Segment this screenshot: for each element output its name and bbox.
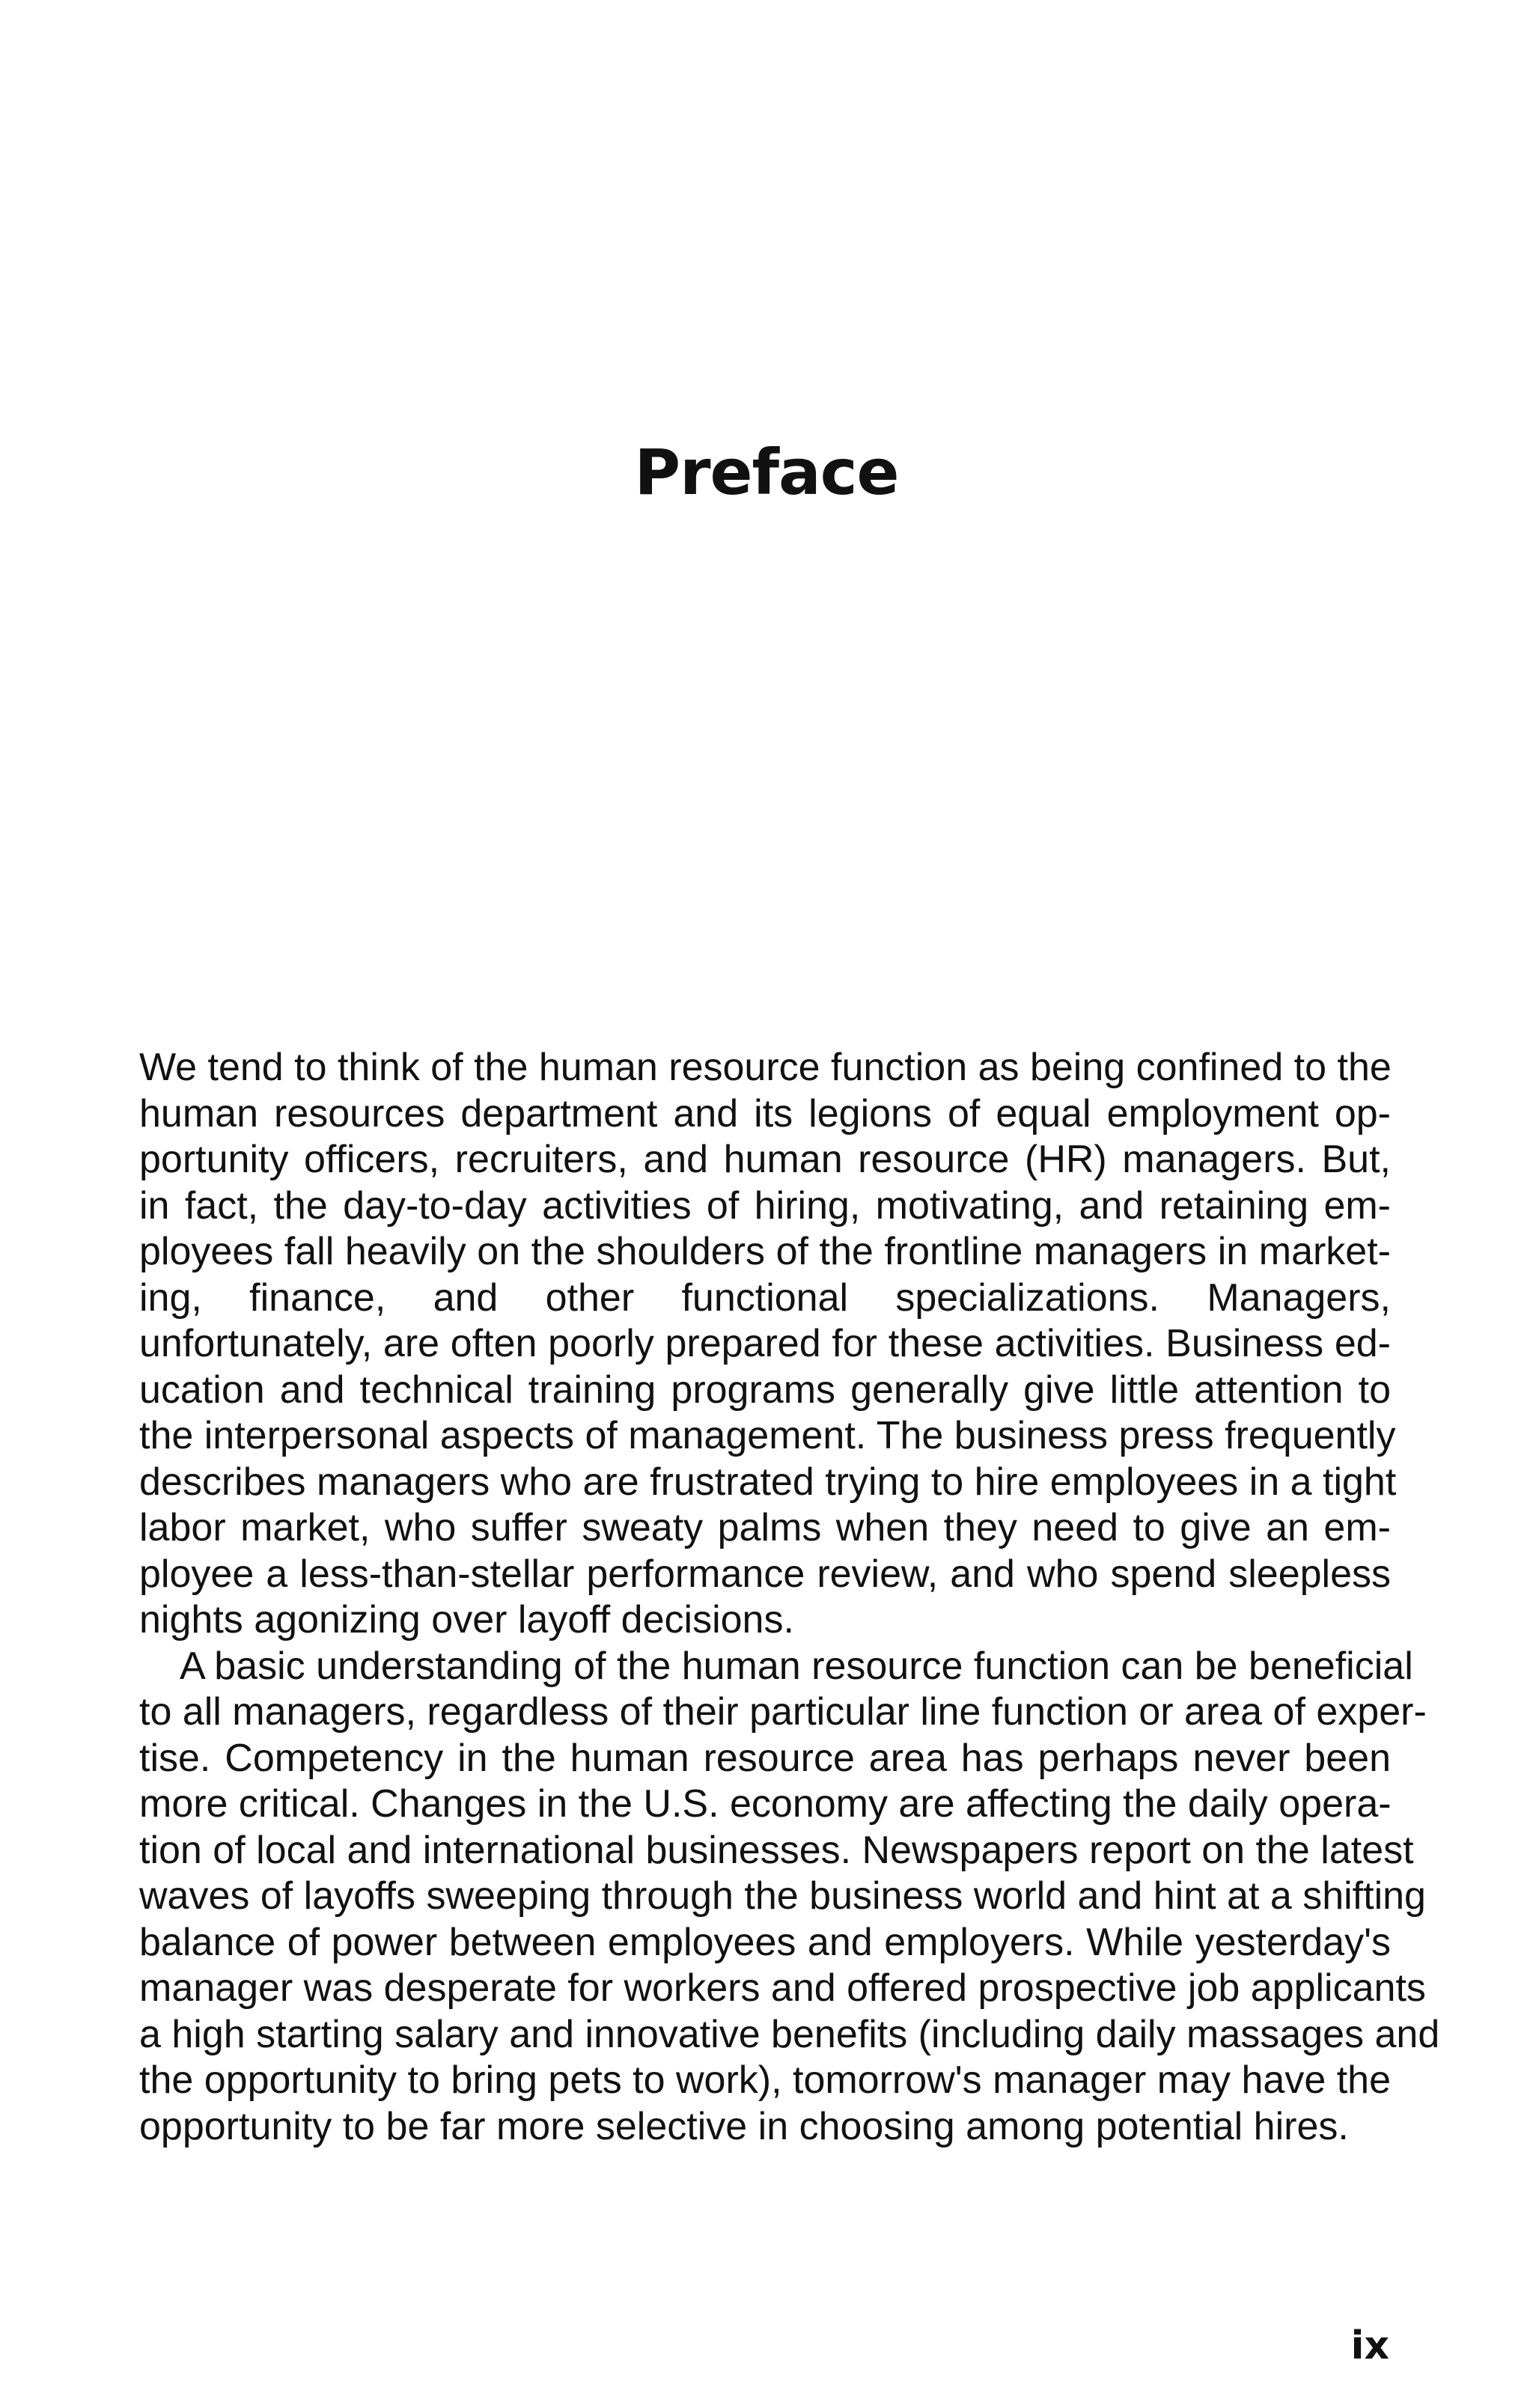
text-line: the opportunity to bring pets to work), tomorrow's manager may have the	[139, 2058, 1391, 2102]
page-number: ix	[1350, 2323, 1389, 2368]
body-text	[139, 1045, 1440, 2150]
text-line: human resources department and its legions of equal employment op-	[139, 1091, 1391, 1136]
text-line: ucation and technical training programs generally give little attention to	[139, 1368, 1391, 1412]
text-line: ployee a less-than-stellar performance review, and who spend sleepless	[139, 1552, 1391, 1596]
text-line: the interpersonal aspects of management. The business press frequently	[139, 1414, 1396, 1457]
text-line: tion of local and international businesses. Newspapers report on the latest	[139, 1828, 1414, 1872]
text-line: balance of power between employees and employers. While yesterday's	[139, 1920, 1391, 1964]
text-line: waves of layoffs sweeping through the business world and hint at a shifting	[139, 1874, 1426, 1918]
text-line: portunity officers, recruiters, and human resource (HR) managers. But,	[139, 1138, 1391, 1181]
text-line: in fact, the day-to-day activities of hiring, motivating, and retaining em-	[139, 1183, 1391, 1228]
text-line: nights agonizing over layoff decisions.	[139, 1598, 794, 1642]
text-line: to all managers, regardless of their particular line function or area of exper-	[139, 1690, 1427, 1734]
text-line: A basic understanding of the human resource function can be beneficial	[180, 1644, 1413, 1688]
text-line: a high starting salary and innovative benefits (including daily massages and	[139, 2012, 1440, 2056]
text-line: unfortunately, are often poorly prepared for these activities. Business ed-	[139, 1322, 1391, 1365]
page-title: Preface	[634, 436, 899, 509]
text-line: more critical. Changes in the U.S. economy are affecting the daily opera-	[139, 1782, 1392, 1826]
paragraph-2	[139, 1644, 1440, 2151]
text-line: opportunity to be far more selective in choosing among potential hires.	[139, 2104, 1349, 2148]
text-line: labor market, who suffer sweaty palms when they need to give an em-	[139, 1506, 1391, 1549]
text-line: tise. Competency in the human resource area has perhaps never been	[139, 1736, 1391, 1780]
text-line: ing, finance, and other functional specializations. Managers,	[139, 1275, 1391, 1320]
text-line: manager was desperate for workers and offered prospective job applicants	[139, 1966, 1426, 2010]
text-line: ployees fall heavily on the shoulders of the frontline managers in market-	[139, 1230, 1391, 1273]
text-line: We tend to think of the human resource function as being confined to the	[139, 1046, 1392, 1089]
text-line: describes managers who are frustrated trying to hire employees in a tight	[139, 1460, 1397, 1504]
paragraph-1	[139, 1045, 1397, 1644]
